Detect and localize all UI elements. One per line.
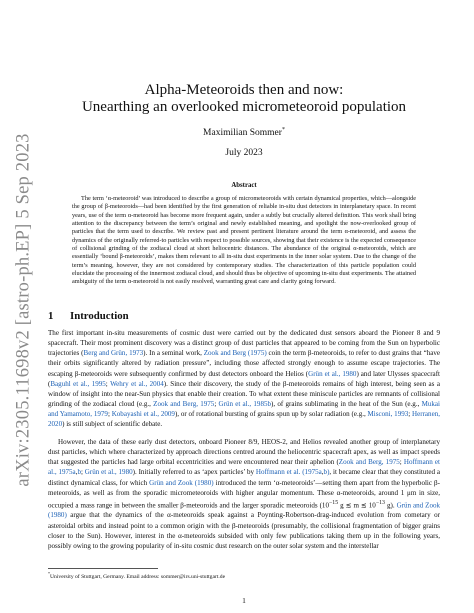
arxiv-stamp [6, 133, 42, 487]
text-span: ). Since their discovery, the study of the β-meteoroids remains of high interest, being seen as a window of insight into the near-Sun physics that enable their creation. To what extent these miniscule particles are remnants of collisional grinding of the zodiacal cloud (e.g., [48, 379, 440, 409]
citation-link[interactable]: Mukai and Yamamoto, 1979 [48, 400, 440, 419]
abstract-text: The term ‘α-meteoroid’ was introduced to describe a group of micrometeoroids with certain dynamical properties, which—alongside the group of β-meteoroids—had been identified by the first generation of reliable in-situ dust detectors in interplanetary space. In recent years, use of the term α-meteoroid has become more frequent again, under a subtly but crucially altered definition. This work shall bring attention to the discrepancy between the term’s original and newly established meaning, and spotlight the now-overlooked group of particles that the term used to describe. We review past and present pertinent literature around the term α-meteoroid, and assess the dynamics of the originally referred-to particles with respect to possible sources, showing that their existence is the expected consequence of collisional grinding of the zodiacal cloud at short heliocentric distances. The abundance of the original α-meteoroids, which are essentially ‘bound β-meteoroids’, makes them relevant to all in-situ dust experiments in the inner solar system. Due to the change of the term’s meaning, however, they are not considered by contemporary studies. The characterization of this particle population could elucidate the processing of the innermost zodiacal cloud, and should thus be objective of upcoming in-situ dust experiments. The attained ambiguity of the term α-meteoroid is not easily resolved, warranting great care and clarity going forward. [72, 195, 416, 286]
page-number: 1 [242, 596, 246, 605]
text-span: ; [214, 400, 219, 409]
citation-link[interactable]: Grün and Zook (1980) [48, 501, 441, 520]
text-span: ), or of rotational bursting of grains spun up by solar radiation (e.g., [174, 410, 368, 419]
citation-link[interactable]: Grün et al., 1980 [84, 468, 133, 477]
text-span: ; [408, 410, 413, 419]
citation-link[interactable]: Hoffmann et al. (1975a [255, 468, 322, 477]
abstract-heading: Abstract [231, 182, 257, 189]
citation-link[interactable]: b) [323, 468, 330, 477]
text-span: ). Initially referred to as ‘apex particles’ by [132, 468, 256, 477]
citation-link[interactable]: Grün et al., 1980 [308, 369, 357, 378]
text-span: ; [105, 379, 111, 388]
paragraph-2 [48, 437, 440, 551]
footnote-mark: * [48, 571, 50, 576]
title-line-1: Alpha-Meteoroids then and now: [144, 82, 344, 98]
footnote-text: University of Stuttgart, Germany. Email address: sommer@irs.uni-stuttgart.de [50, 573, 226, 580]
citation-link[interactable]: Wehry et al., 2004 [110, 379, 164, 388]
citation-link[interactable]: Zook and Berg (1975) [203, 349, 267, 358]
text-span: ) is still subject of scientific debate. [62, 420, 163, 429]
footnote-divider [48, 568, 158, 569]
author [46, 127, 442, 138]
text-span: coin the term β-meteoroids, to refer to dust grains that “have their orbits significantly altered by radiation pressure”, including those affected strongly enough to assume escape trajectories. The escaping β-meteoroids were subsequently confirmed by dust detectors onboard the Helios ( [48, 349, 440, 378]
paragraph-1 [48, 328, 440, 430]
text-span: ). In a seminal work, [143, 349, 204, 358]
author-name: Maximilian Sommer [203, 128, 282, 139]
date: July 2023 [225, 148, 263, 158]
citation-link[interactable]: Herranen, 2020 [48, 410, 440, 429]
section-heading [48, 310, 129, 322]
citation-link[interactable]: Berg and Grün, 1973 [83, 349, 144, 358]
citation-link[interactable]: Grün et al., 1985b [218, 400, 272, 409]
footnote [48, 571, 225, 580]
citation-link[interactable]: Baguhl et al., 1995 [50, 379, 106, 388]
text-span: ), of grains sublimating in the heat of the Sun (e.g., [271, 400, 422, 409]
title-line-2: Unearthing an overlooked micrometeoroid population [81, 99, 407, 115]
section-number: 1 [48, 310, 54, 322]
text-span: ; [107, 410, 112, 419]
citation-link[interactable]: Zook and Berg, 1975 [338, 458, 400, 467]
text-span: ) and later Ulysses spacecraft ( [48, 369, 440, 388]
text-span: The first important in-situ measurements of cosmic dust were carried out by the dedicated dust sensors aboard the Pioneer 8 and 9 spacecraft. Their most prominent discovery was a distinct group of dust particles that appeared to be coming from the Sun on hyperbolic trajectories ( [48, 329, 440, 358]
exponent: −13 [375, 499, 385, 506]
paper-page [46, 0, 442, 613]
text-span: argue that the dynamics of the α-meteoroids speak against a Poynting-Robertson-drag-induced evolution from cometary or asteroidal orbits and instead point to a common origin with the β-meteoroids (presumably, the collisional fragmentation of bigger grains closer to the Sun). However, interest in the α-meteoroids subsided with only few publications taking them up in the following years, possibly owing to the growing popularity of in-situ cosmic dust research on the outer solar system and the interstellar [48, 511, 440, 550]
text-span: ; [399, 458, 404, 467]
citation-link[interactable]: Grün and Zook (1980) [149, 478, 214, 487]
text-span: g ≲ m ≲ 10 [338, 501, 376, 510]
text-span: However, the data of these early dust detectors, onboard Pioneer 8/9, HEOS-2, and Helios revealed another group of interplanetary dust particles, which where characterized by approach directions centred around the heliocentric spacecraft apex, as well as impact speeds that suggested the particles had large orbital eccentricities and were encountered near their aphelion ( [48, 438, 440, 467]
text-span: introduced the term ‘α-meteoroids’—setting them apart from the hyperbolic β-meteoroids, as well as from the sporadic micrometeoroids with higher angular momentum. These α-meteoroids, around 1 μm in size, occupied a mass range in between the smaller β-meteoroids and the larger sporadic meteoroids (10 [48, 478, 440, 510]
citation-link[interactable]: Hoffmann et al., 1975a [48, 458, 440, 477]
exponent: −15 [328, 499, 339, 506]
text-span: , [321, 468, 324, 477]
paper-title [46, 82, 442, 116]
text-span: ; [80, 468, 85, 477]
citation-link[interactable]: b [77, 468, 81, 477]
text-span: g). [385, 501, 397, 510]
text-span: , it became clear that they constituted a distinct dynamical class, for which [48, 468, 441, 487]
section-title: Introduction [70, 310, 129, 322]
citation-link[interactable]: Misconi, 1993 [367, 410, 409, 419]
text-span: , [75, 468, 78, 477]
arxiv-stamp-text: arXiv:2305.11698v2 [astro-ph.EP] 5 Sep 2023 [13, 133, 34, 487]
citation-link[interactable]: Zook and Berg, 1975 [153, 400, 215, 409]
author-footnote-mark: * [281, 127, 285, 133]
citation-link[interactable]: Kobayashi et al., 2009 [111, 410, 175, 419]
